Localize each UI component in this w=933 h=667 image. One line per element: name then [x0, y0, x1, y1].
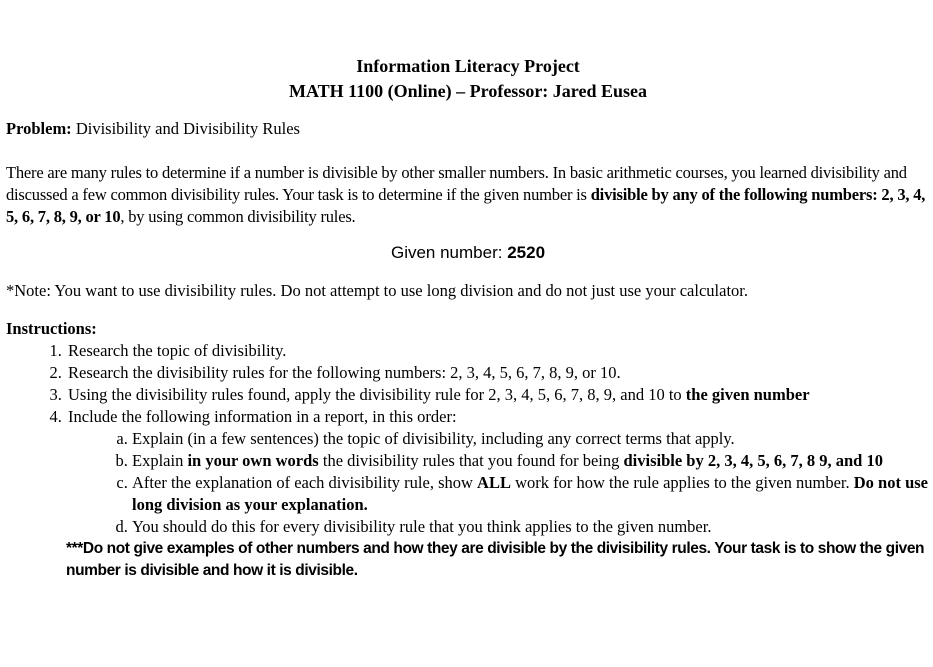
list-item	[132, 516, 930, 538]
step-3-text: Using the divisibility rules found, apply the divisibility rule for 2, 3, 4, 5, 6, 7, 8, 9, and 10 to	[68, 385, 686, 404]
list-item	[66, 384, 930, 406]
sub-c-text-2: work for how the rule applies to the given number.	[510, 473, 854, 492]
sub-a-text: Explain (in a few sentences) the topic of divisibility, including any correct terms that apply.	[132, 429, 735, 448]
sub-b-bold-1: in your own words	[187, 451, 319, 470]
list-item	[132, 450, 930, 472]
given-value: 2520	[507, 243, 546, 262]
intro-end: , by using common divisibility rules.	[120, 207, 356, 226]
document-title: Information Literacy Project	[356, 56, 580, 76]
step-4-text: Include the following information in a report, in this order:	[68, 407, 457, 426]
intro-text: There are many rules to determine if a number is divisible by other smaller numbers. In basic arithmetic courses, you learned divisibility and discussed a few common divisibility rules. Your task is to determine if the given number is	[6, 163, 907, 204]
sub-d-text: You should do this for every divisibility rule that you think applies to the given number.	[132, 517, 712, 536]
instructions-label: Instructions:	[6, 319, 97, 338]
step-2-text: Research the divisibility rules for the following numbers: 2, 3, 4, 5, 6, 7, 8, 9, or 10.	[68, 363, 621, 382]
list-item	[66, 362, 930, 384]
step-1-text: Research the topic of divisibility.	[68, 341, 287, 360]
sub-c-bold-2: Do not use long division as your explanation.	[132, 473, 929, 514]
problem-label: Problem:	[6, 119, 72, 138]
problem-line	[6, 118, 930, 140]
sub-list	[68, 428, 930, 538]
step-3-bold: the given number	[685, 385, 810, 404]
given-number-line	[6, 242, 930, 264]
sub-c-text-1: After the explanation of each divisibility rule, show	[132, 473, 478, 492]
list-item	[132, 472, 930, 516]
intro-paragraph	[6, 162, 930, 228]
document	[6, 54, 930, 582]
sub-b-text-1: Explain	[132, 451, 188, 470]
problem-text: Divisibility and Divisibility Rules	[71, 119, 300, 138]
intro-bold: divisible by any of the following numbers: 2, 3, 4, 5, 6, 7, 8, 9, or 10	[6, 185, 926, 226]
list-item	[132, 428, 930, 450]
sub-b-text-2: the divisibility rules that you found for being	[318, 451, 624, 470]
list-item	[66, 340, 930, 362]
note: *Note: You want to use divisibility rules. Do not attempt to use long division and do not just use your calculator.	[6, 281, 748, 300]
warning-note: ***Do not give examples of other numbers and how they are divisible by the divisibility rules. Your task is to show the given number is divisible and how it is divisible.	[66, 540, 925, 579]
course-line: MATH 1100 (Online) – Professor: Jared Eusea	[289, 81, 647, 101]
given-label: Given number:	[390, 243, 508, 262]
list-item	[66, 406, 930, 538]
sub-c-bold-1: ALL	[477, 473, 511, 492]
instructions-heading	[6, 318, 930, 340]
sub-b-bold-2: divisible by 2, 3, 4, 5, 6, 7, 8 9, and 10	[623, 451, 883, 470]
instructions-list	[6, 340, 930, 538]
